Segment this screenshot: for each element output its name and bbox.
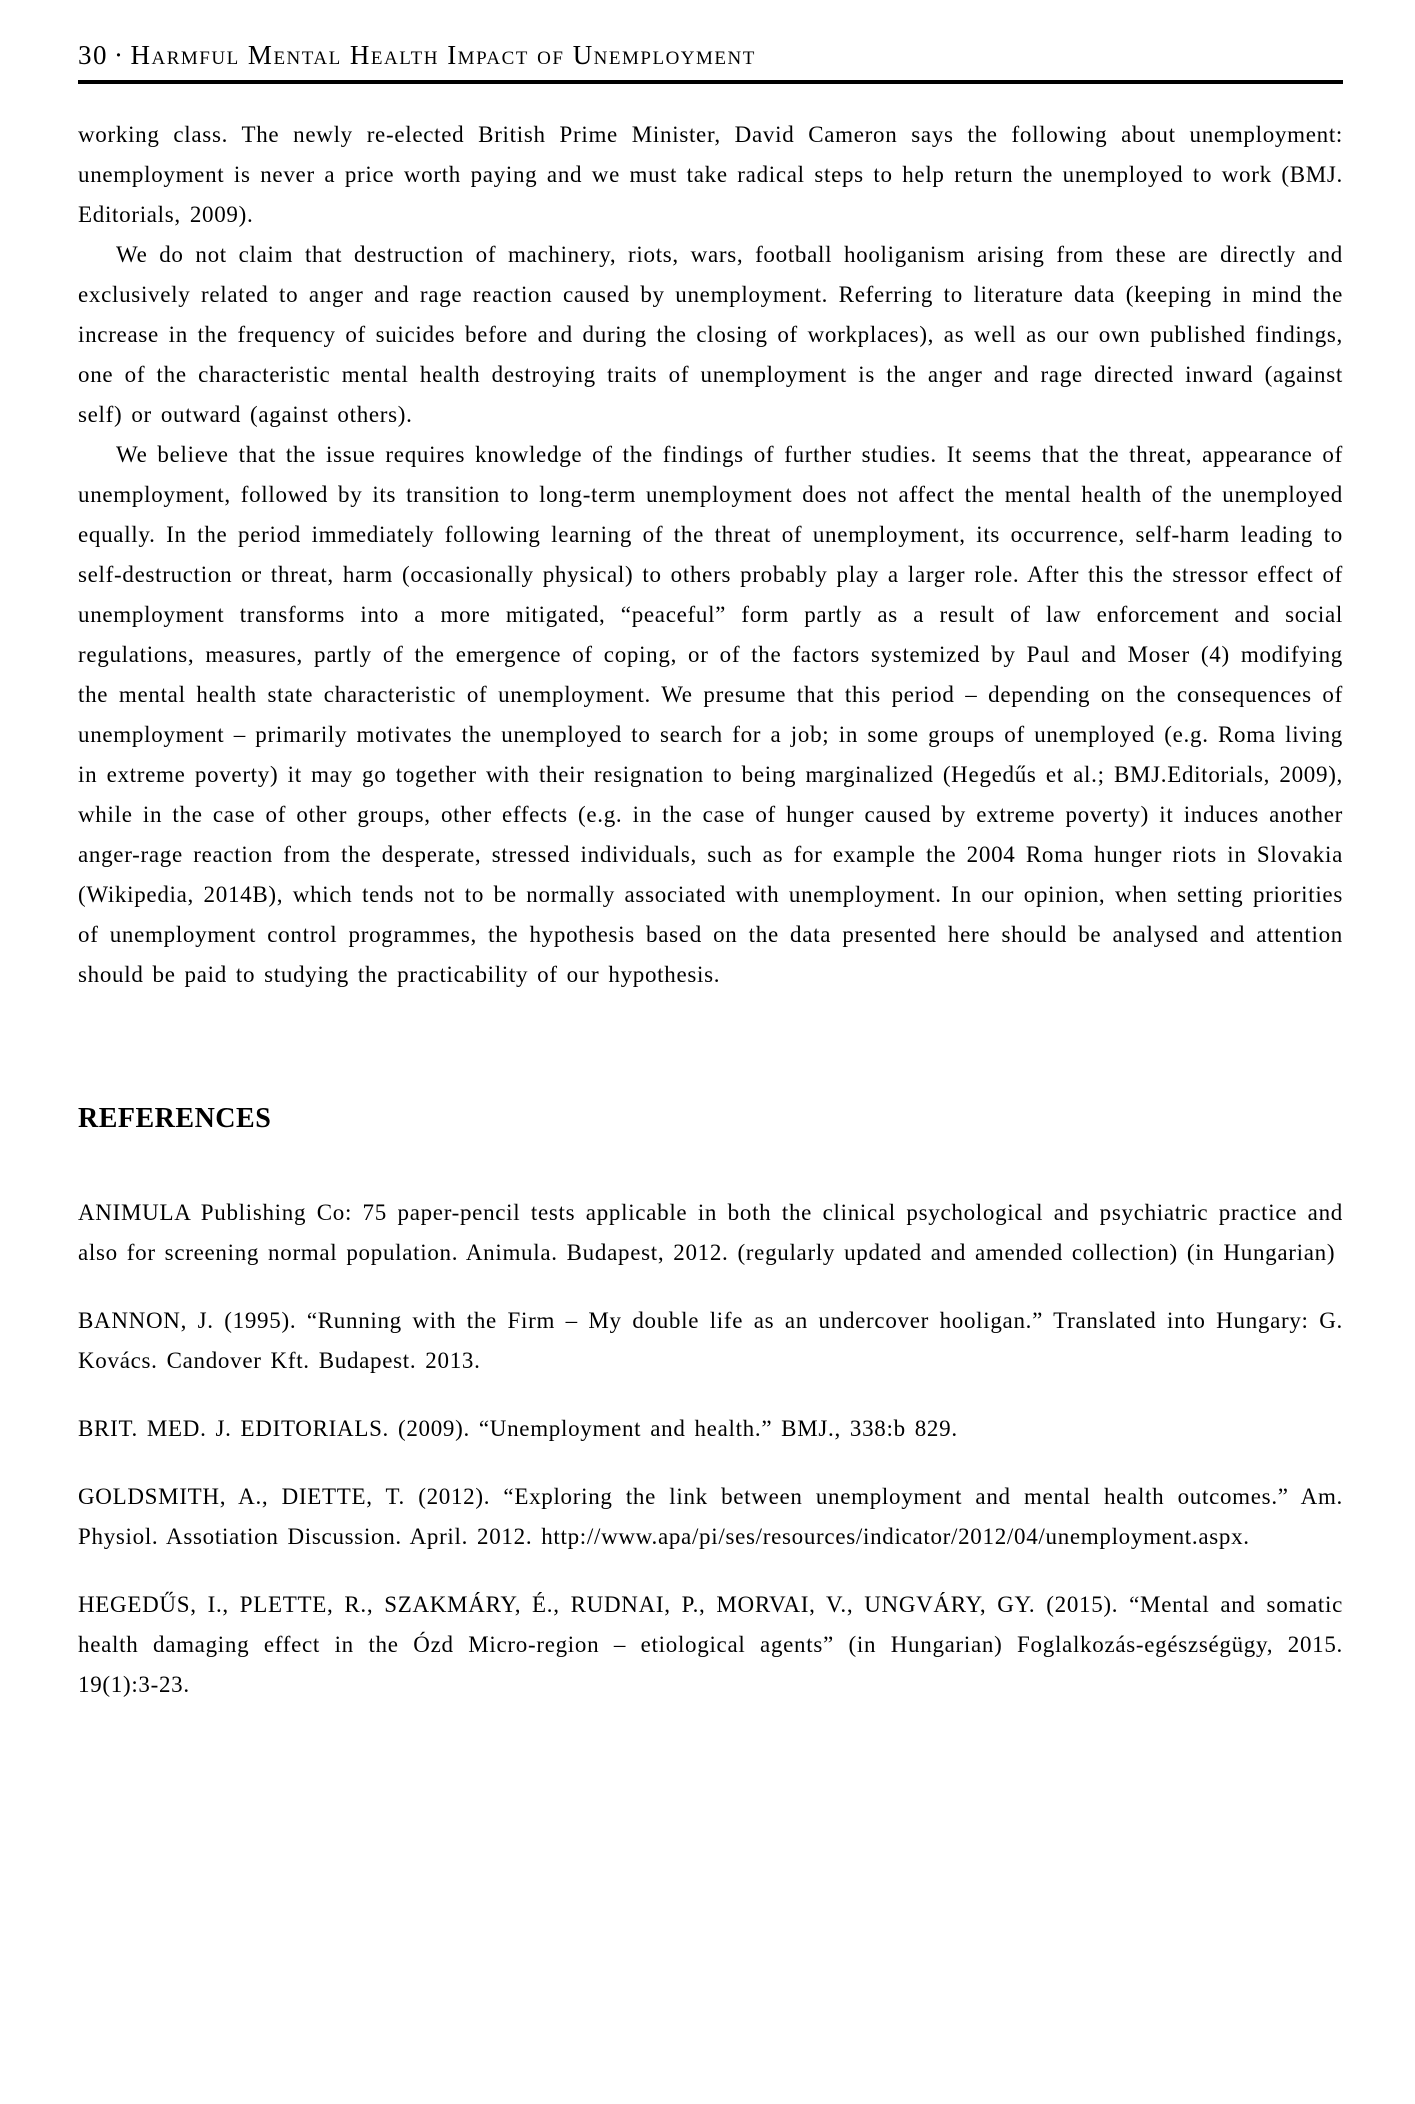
page-number: 30 bbox=[78, 40, 108, 70]
reference-entry: BANNON, J. (1995). “Running with the Firm – My double life as an undercover hooligan.” Translated into Hungary: G. Kovács. Candover Kft. Budapest. 2013. bbox=[78, 1308, 1343, 1373]
page-body bbox=[78, 115, 1343, 1705]
reference-entry: HEGEDŰS, I., PLETTE, R., SZAKMÁRY, É., RUDNAI, P., MORVAI, V., UNGVÁRY, GY. (2015). “Mental and somatic health damaging effect in the Ózd Micro-region – etiological agents” (in Hungarian) Foglalkozás-egészségügy, 2015. 19(1):3-23. bbox=[78, 1592, 1343, 1697]
header-separator: · bbox=[114, 40, 125, 70]
running-title: Harmful Mental Health Impact of Unemployment bbox=[130, 40, 756, 70]
paragraph: We believe that the issue requires knowledge of the findings of further studies. It seems that the threat, appearance of unemployment, followed by its transition to long-term unemployment does not affect the mental health of the unemployed equally. In the period immediately following learning of the threat of unemployment, its occurrence, self-harm leading to self-destruction or threat, harm (occasionally physical) to others probably play a larger role. After this the stressor effect of unemployment transforms into a more mitigated, “peaceful” form partly as a result of law enforcement and social regulations, measures, partly of the emergence of coping, or of the factors systemized by Paul and Moser (4) modifying the mental health state characteristic of unemployment. We presume that this period – depending on the consequences of unemployment – primarily motivates the unemployed to search for a job; in some groups of unemployed (e.g. Roma living in extreme poverty) it may go together with their resignation to being marginalized (Hegedűs et al.; BMJ.Editorials, 2009), while in the case of other groups, other effects (e.g. in the case of hunger caused by extreme poverty) it induces another anger-rage reaction from the desperate, stressed individuals, such as for example the 2004 Roma hunger riots in Slovakia (Wikipedia, 2014B), which tends not to be normally associated with unemployment. In our opinion, when setting priorities of unemployment control programmes, the hypothesis based on the data presented here should be analysed and attention should be paid to studying the practicability of our hypothesis. bbox=[78, 442, 1343, 987]
header-rule bbox=[78, 80, 1343, 84]
paragraph: working class. The newly re-elected British Prime Minister, David Cameron says the following about unemployment: unemployment is never a price worth paying and we must take radical steps to help return the unemployed to work (BMJ. Editorials, 2009). bbox=[78, 122, 1343, 227]
reference-entry: BRIT. MED. J. EDITORIALS. (2009). “Unemployment and health.” BMJ., 338:b 829. bbox=[78, 1416, 958, 1441]
page-header bbox=[78, 40, 1343, 71]
paragraph: We do not claim that destruction of machinery, riots, wars, football hooliganism arising from these are directly and exclusively related to anger and rage reaction caused by unemployment. Referring to literature data (keeping in mind the increase in the frequency of suicides before and during the closing of workplaces), as well as our own published findings, one of the characteristic mental health destroying traits of unemployment is the anger and rage directed inward (against self) or outward (against others). bbox=[78, 242, 1343, 427]
reference-entry: GOLDSMITH, A., DIETTE, T. (2012). “Exploring the link between unemployment and mental health outcomes.” Am. Physiol. Assotiation Discussion. April. 2012. http://www.apa/pi/ses/resources/indicator/2012/04/unemployment.aspx. bbox=[78, 1484, 1343, 1549]
references-heading: REFERENCES bbox=[78, 1103, 272, 1134]
reference-entry: ANIMULA Publishing Co: 75 paper-pencil tests applicable in both the clinical psychological and psychiatric practice and also for screening normal population. Animula. Budapest, 2012. (regularly updated and amended collection) (in Hungarian) bbox=[78, 1200, 1343, 1265]
